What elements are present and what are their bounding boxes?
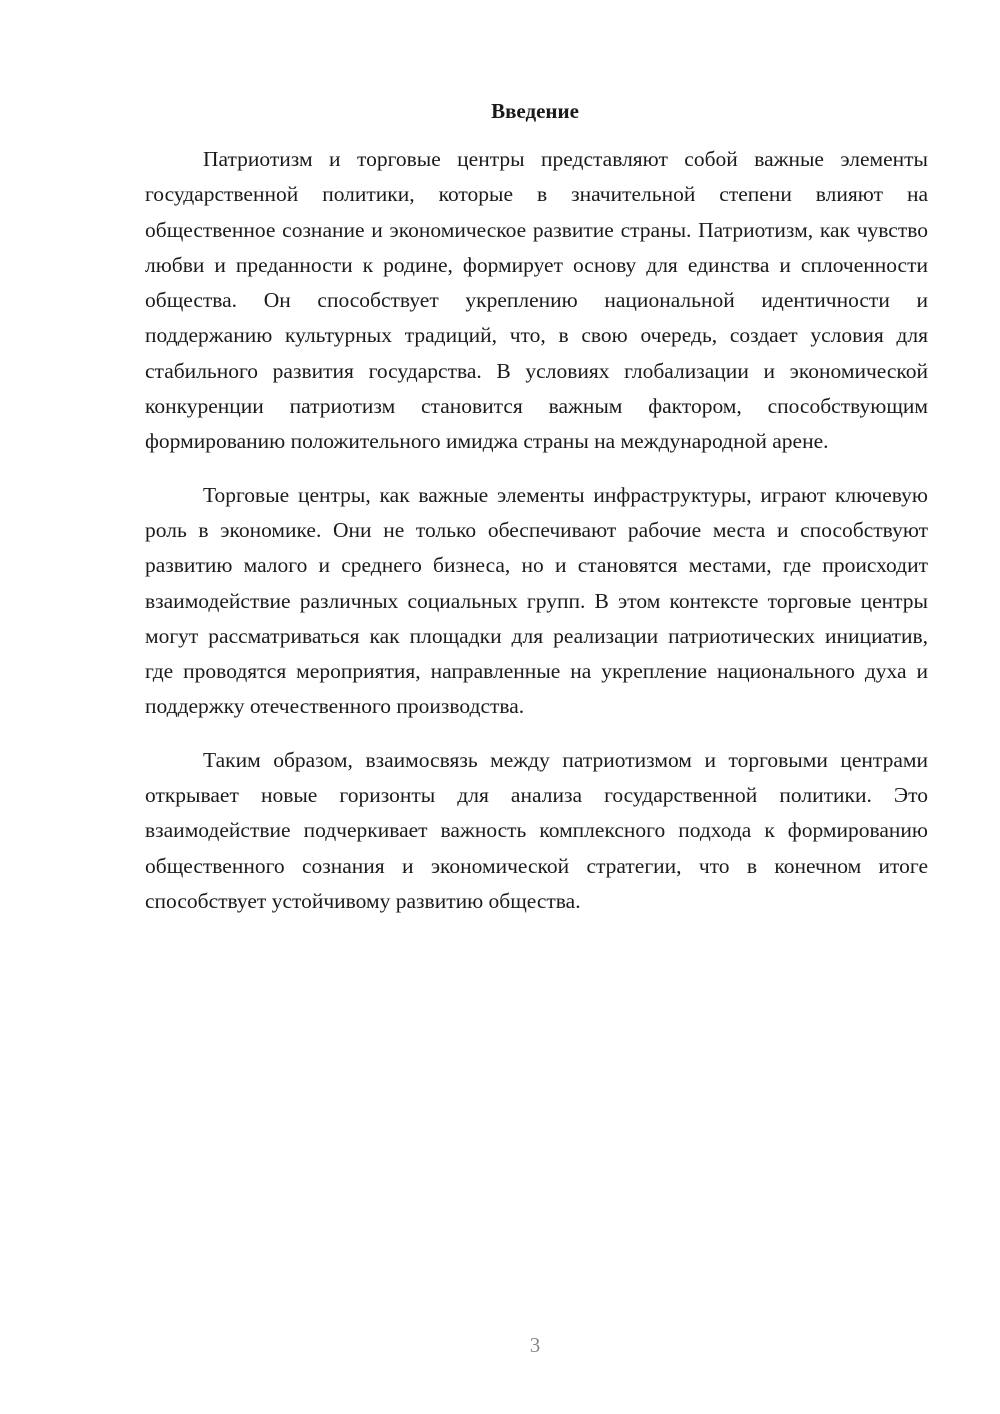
page-number: 3 <box>529 1333 541 1357</box>
paragraph-2: Торговые центры, как важные элементы инфраструктуры, играют ключевую роль в экономике. Они не только обеспечивают рабочие места и способствуют развитию малого и среднего бизнеса, но и становятся местами, где происходит взаимодействие различных социальных групп. В этом контексте торговые центры могут рассматриваться как площадки для реализации патриотических инициатив, где проводятся мероприятия, направленные на укрепление национального духа и поддержку отечественного производства. <box>145 482 928 719</box>
section-heading: Введение <box>491 99 579 123</box>
document-body <box>145 142 928 937</box>
paragraph-3: Таким образом, взаимосвязь между патриотизмом и торговыми центрами открывает новые горизонты для анализа государственной политики. Это взаимодействие подчеркивает важность комплексного подхода к формированию общественного сознания и экономической стратегии, что в конечном итоге способствует устойчивому развитию общества. <box>145 747 928 913</box>
paragraph-1: Патриотизм и торговые центры представляют собой важные элементы государственной политики, которые в значительной степени влияют на общественное сознание и экономическое развитие страны. Патриотизм, как чувство любви и преданности к родине, формирует основу для единства и сплоченности общества. Он способствует укреплению национальной идентичности и поддержанию культурных традиций, что, в свою очередь, создает условия для стабильного развития государства. В условиях глобализации и экономической конкуренции патриотизм становится важным фактором, способствующим формированию положительного имиджа страны на международной арене. <box>145 147 928 454</box>
